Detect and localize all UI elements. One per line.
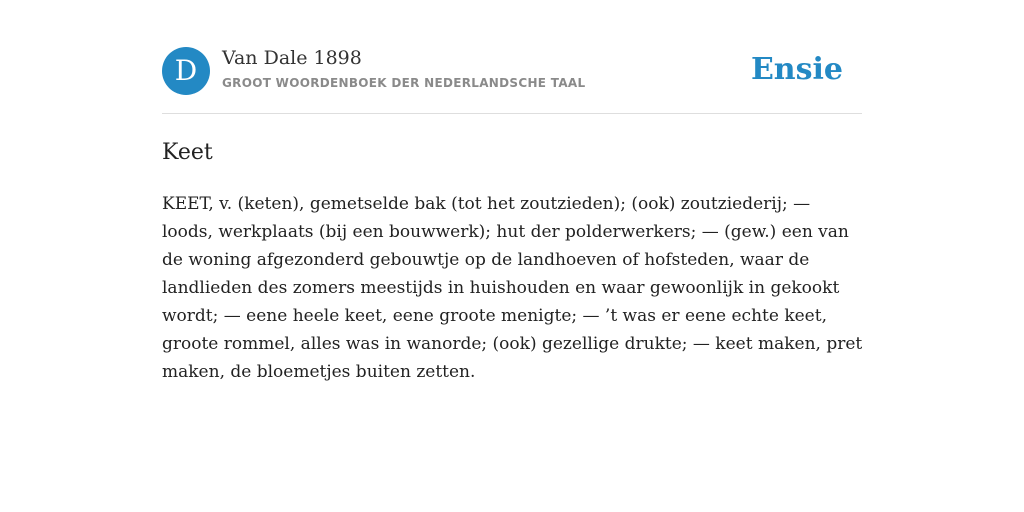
brand-logo[interactable]: Ensie xyxy=(750,52,843,87)
definition-line: maken, de bloemetjes buiten zetten. xyxy=(162,362,476,382)
entry-title: Keet xyxy=(162,140,213,165)
header xyxy=(162,46,862,96)
source-logo[interactable]: D xyxy=(162,47,210,95)
definition-line: landlieden des zomers meestijds in huishouden en waar gewoonlijk in gekookt xyxy=(162,278,840,298)
definition-line: loods, werkplaats (bij een bouwwerk); hut der polderwerkers; — (gew.) een van xyxy=(162,222,849,242)
source-title[interactable]: Van Dale 1898 xyxy=(222,47,362,69)
definition-line: KEET, v. (keten), gemetselde bak (tot het zoutzieden); (ook) zoutziederij; — xyxy=(162,194,811,214)
header-divider xyxy=(162,113,862,114)
definition-line: wordt; — eene heele keet, eene groote menigte; — ’t was er eene echte keet, xyxy=(162,306,827,326)
entry-definition xyxy=(162,190,862,386)
source-subtitle: GROOT WOORDENBOEK DER NEDERLANDSCHE TAAL xyxy=(222,76,586,90)
definition-line: groote rommel, alles was in wanorde; (ook) gezellige drukte; — keet maken, pret xyxy=(162,334,863,354)
definition-line: de woning afgezonderd gebouwtje op de landhoeven of hofsteden, waar de xyxy=(162,250,810,270)
